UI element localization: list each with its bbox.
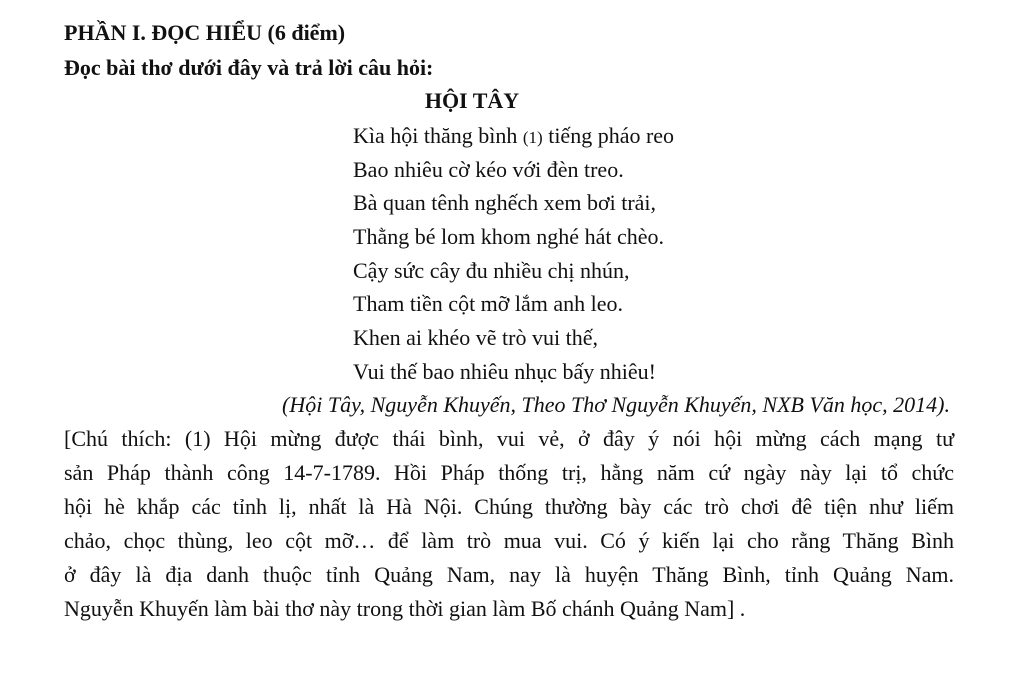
poem-line-text: Kìa hội thăng bình [353, 123, 523, 148]
poem-line-text: tiếng pháo reo [542, 123, 675, 148]
poem-line: Tham tiền cột mỡ lắm anh leo. [353, 291, 624, 317]
footnote-line: Nguyễn Khuyến làm bài thơ này trong thời gian làm Bố chánh Quảng Nam] . [64, 596, 746, 621]
poem-source: (Hội Tây, Nguyễn Khuyến, Theo Thơ Nguyễn Khuyến, NXB Văn học, 2014). [282, 392, 950, 417]
poem-body [353, 119, 674, 389]
footnote-marker: (1) [522, 128, 543, 147]
footnote-line: sản Pháp thành công 14-7-1789. Hồi Pháp thống trị, hằng năm cứ ngày này lại tổ chức [64, 460, 954, 485]
poem-line: Bao nhiêu cờ kéo với đèn treo. [353, 156, 624, 182]
footnote-line: ở đây là địa danh thuộc tỉnh Quảng Nam, nay là huyện Thăng Bình, tỉnh Quảng Nam. [64, 562, 954, 587]
instruction-text: Đọc bài thơ dưới đây và trả lời câu hỏi: [64, 55, 434, 80]
poem-line [353, 119, 674, 153]
footnote-line: chảo, chọc thùng, leo cột mỡ… để làm trò mua vui. Có ý kiến lại cho rằng Thăng Bình [64, 528, 954, 553]
poem-line: Cậy sức cây đu nhiều chị nhún, [353, 257, 630, 283]
footnote-line: hội hè khắp các tỉnh lị, nhất là Hà Nội. Chúng thường bày các trò chơi đê tiện như liếm [64, 494, 954, 519]
poem-line: Bà quan tênh nghếch xem bơi trải, [353, 190, 657, 216]
footnote-line: [Chú thích: (1) Hội mừng được thái bình, vui vẻ, ở đây ý nói hội mừng cách mạng tư [64, 426, 954, 451]
poem-title: HỘI TÂY [424, 88, 520, 113]
section-title: PHẦN I. ĐỌC HIỂU (6 điểm) [64, 20, 346, 45]
poem-line: Khen ai khéo vẽ trò vui thế, [353, 325, 598, 351]
poem-line: Vui thế bao nhiêu nhục bấy nhiêu! [353, 358, 656, 384]
footnote-paragraph [64, 422, 954, 626]
poem-line: Thằng bé lom khom nghé hát chèo. [353, 224, 664, 250]
